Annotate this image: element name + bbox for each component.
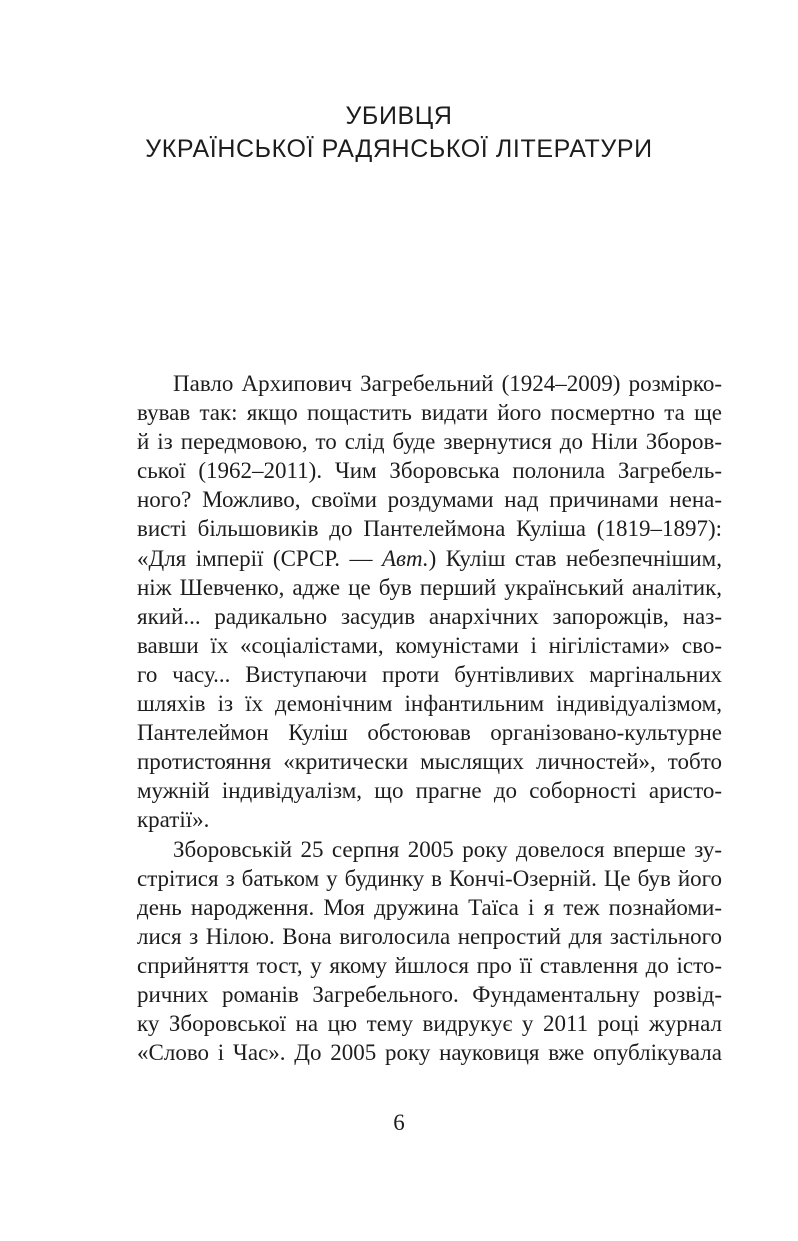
text-line: мужній індивідуалізм, що прагне до соборності аристо-	[137, 778, 722, 804]
text-line: ніж Шевченко, адже це був перший український аналітик,	[137, 574, 722, 600]
text-line: лися з Нілою. Вона виголосила непростий для застільного	[137, 923, 722, 949]
page-number: 6	[393, 1110, 405, 1135]
italic-abbreviation: Авт.	[381, 545, 429, 571]
text-line: Зборовській 25 серпня 2005 року довелося вперше зу-	[173, 836, 722, 862]
text-line: кратії».	[137, 807, 210, 833]
text-line: день народження. Моя дружина Таїса і я теж познайоми-	[137, 894, 722, 920]
text-line	[137, 544, 722, 573]
text-line: висті більшовиків до Пантелеймона Куліша (1819–1897):	[137, 516, 722, 542]
text-line: го часу... Виступаючи проти бунтівливих маргінальних	[137, 661, 722, 687]
chapter-title-line-1: УБИВЦЯ	[345, 102, 453, 130]
text-line: вував так: якщо пощастить видати його посмертно та ще	[137, 400, 722, 426]
text-segment: «Для імперії (СРСР. —	[137, 545, 382, 571]
text-line: вавши їх «соціалістами, комуністами і нігілістами» сво-	[137, 632, 722, 658]
text-line: ного? Можливо, своїми роздумами над причинами нена-	[137, 487, 722, 513]
text-line: ричних романів Загребельного. Фундаментальну розвід-	[137, 981, 722, 1007]
text-line: шляхів із їх демонічним інфантильним індивідуалізмом,	[137, 691, 722, 717]
text-line: сприйняття тост, у якому йшлося про її ставлення до істо-	[137, 952, 722, 978]
text-line: ської (1962–2011). Чим Зборовська полонила Загребель-	[137, 458, 722, 484]
body-text	[137, 369, 722, 1067]
text-line: ку Зборовської на цю тему видрукує у 2011 році журнал	[137, 1011, 722, 1037]
text-line: Павло Архипович Загребельний (1924–2009) розмірко-	[173, 371, 722, 396]
chapter-title	[0, 100, 798, 166]
paragraph-1	[137, 369, 722, 835]
text-line: протистояння «критически мыслящих личностей», тобто	[137, 749, 722, 775]
text-line: й із передмовою, то слід буде звернутися до Ніли Зборов-	[137, 429, 722, 455]
paragraph-2	[137, 835, 722, 1068]
text-line: який... радикально засудив анархічних запорожців, наз-	[137, 603, 722, 629]
text-line: стрітися з батьком у будинку в Кончі-Озерній. Це був його	[137, 865, 722, 891]
text-segment: ) Куліш став небезпечнішим,	[428, 545, 722, 571]
chapter-title-line-2: УКРАЇНСЬКОЇ РАДЯНСЬКОЇ ЛІТЕРАТУРИ	[145, 135, 653, 163]
text-line: «Слово і Час». До 2005 року науковиця вже опублікувала	[137, 1040, 722, 1066]
text-line: Пантелеймон Куліш обстоював організовано-культурне	[137, 720, 722, 746]
